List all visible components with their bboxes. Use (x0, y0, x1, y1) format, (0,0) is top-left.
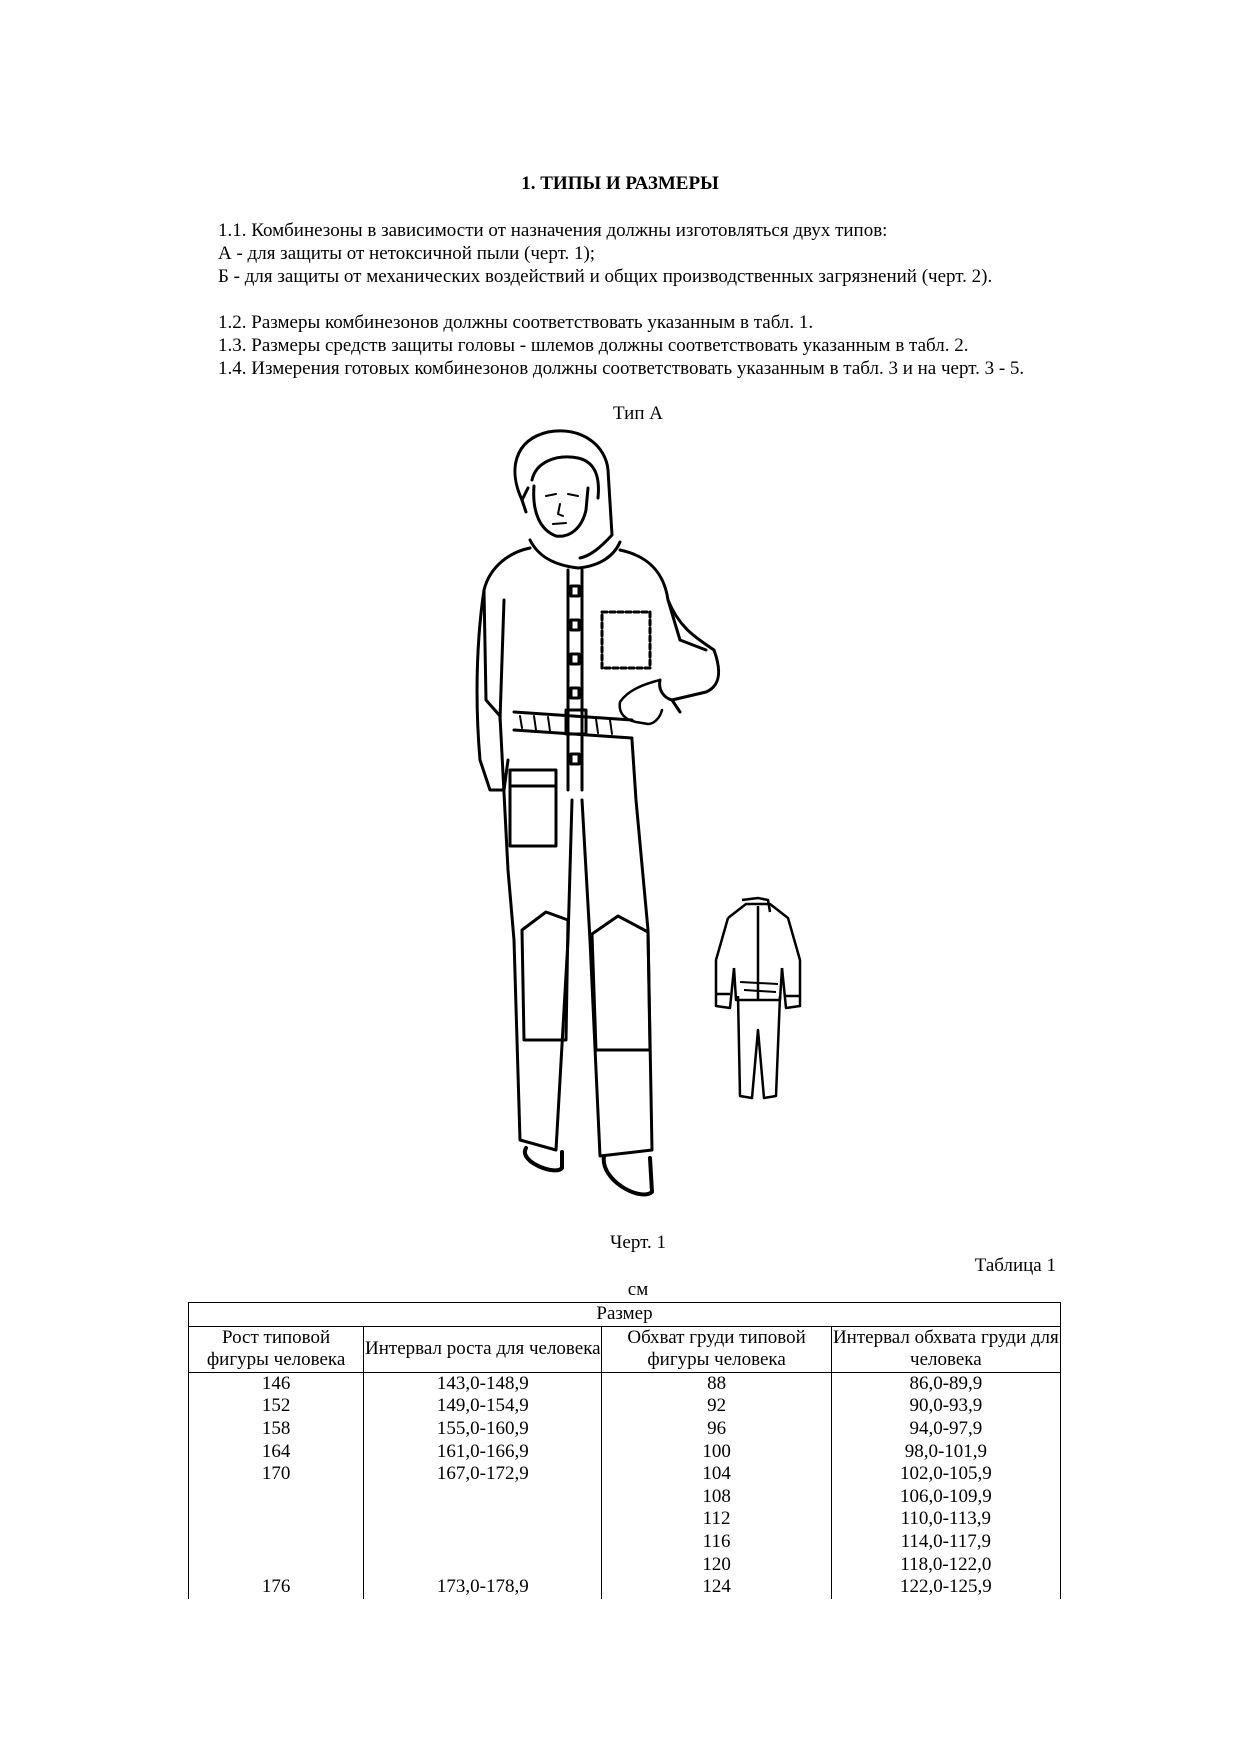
table-cell: 94,0-97,9 (831, 1418, 1060, 1441)
table-cell: 120 (602, 1554, 831, 1577)
table-cell: 164 (189, 1441, 364, 1464)
table-cell: 152 (189, 1395, 364, 1418)
table-cell: 122,0-125,9 (831, 1576, 1060, 1599)
table-cell: 176 (189, 1576, 364, 1599)
table-cell (189, 1554, 364, 1577)
table-cell: 98,0-101,9 (831, 1441, 1060, 1464)
table-cell: 114,0-117,9 (831, 1531, 1060, 1554)
torso-right (620, 550, 680, 640)
button (571, 620, 579, 630)
table-label: Таблица 1 (974, 1255, 1056, 1276)
figure-caption: Черт. 1 (610, 1232, 666, 1253)
table-row (189, 1486, 1061, 1509)
table-row (189, 1576, 1061, 1599)
table-cell: 86,0-89,9 (831, 1372, 1060, 1395)
hip-pocket (510, 770, 556, 846)
table-row (189, 1395, 1061, 1418)
column-header: Интервал роста для человека (364, 1326, 602, 1372)
right-hand (620, 680, 662, 724)
table-cell: 108 (602, 1486, 831, 1509)
paragraph-type-a: А - для защиты от нетоксичной пыли (черт. 1); (218, 243, 596, 264)
collar (530, 540, 620, 568)
table-cell: 143,0-148,9 (364, 1372, 602, 1395)
table-row (189, 1508, 1061, 1531)
table-row (189, 1418, 1061, 1441)
table-cell: 112 (602, 1508, 831, 1531)
table-cell: 88 (602, 1372, 831, 1395)
table-cell (364, 1486, 602, 1509)
paragraph-1-2: 1.2. Размеры комбинезонов должны соответствовать указанным в табл. 1. (218, 312, 814, 333)
table-cell: 167,0-172,9 (364, 1463, 602, 1486)
table-cell: 173,0-178,9 (364, 1576, 602, 1599)
table-row (189, 1463, 1061, 1486)
table-group-header: Размер (189, 1303, 1061, 1327)
table-cell: 100 (602, 1441, 831, 1464)
table-cell: 149,0-154,9 (364, 1395, 602, 1418)
table-cell: 155,0-160,9 (364, 1418, 602, 1441)
column-header: Интервал обхвата груди для человека (831, 1326, 1060, 1372)
knee-patch-right (592, 916, 650, 1050)
button (571, 754, 579, 764)
right-sleeve (660, 600, 719, 700)
table-unit: см (627, 1279, 649, 1300)
torso-left (484, 548, 530, 716)
paragraph-1-4: 1.4. Измерения готовых комбинезонов должны соответствовать указанным в табл. 3 и на черт. 3 - 5. (218, 358, 1025, 379)
table-row (189, 1554, 1061, 1577)
column-header: Рост типовой фигуры человека (189, 1326, 364, 1372)
table-cell (364, 1554, 602, 1577)
table-cell (189, 1531, 364, 1554)
table-cell: 92 (602, 1395, 831, 1418)
paragraph-1-1: 1.1. Комбинезоны в зависимости от назначения должны изготовляться двух типов: (218, 220, 888, 241)
table-cell: 158 (189, 1418, 364, 1441)
figure-title: Тип А (613, 403, 663, 424)
size-table (188, 1302, 1061, 1599)
section-heading: 1. ТИПЫ И РАЗМЕРЫ (521, 173, 719, 194)
table-cell (189, 1508, 364, 1531)
table-cell: 118,0-122,0 (831, 1554, 1060, 1577)
table-cell (189, 1486, 364, 1509)
chest-pocket (602, 612, 650, 668)
table-cell: 170 (189, 1463, 364, 1486)
button (571, 586, 579, 596)
table-row (189, 1372, 1061, 1395)
right-boot (604, 1156, 652, 1194)
paragraph-1-3: 1.3. Размеры средств защиты головы - шлемов должны соответствовать указанным в табл. 2. (218, 335, 969, 356)
table-row (189, 1531, 1061, 1554)
table-cell: 102,0-105,9 (831, 1463, 1060, 1486)
column-header: Обхват груди типовой фигуры человека (602, 1326, 831, 1372)
table-cell: 110,0-113,9 (831, 1508, 1060, 1531)
paragraph-type-b: Б - для защиты от механических воздействий и общих производственных загрязнений (черт. 2). (218, 266, 993, 287)
face (534, 486, 588, 536)
back-view-body (728, 904, 800, 1008)
knee-patch-left (522, 912, 568, 1040)
table-cell: 146 (189, 1372, 364, 1395)
table-cell: 90,0-93,9 (831, 1395, 1060, 1418)
table-cell: 96 (602, 1418, 831, 1441)
button (571, 654, 579, 664)
table-cell (364, 1531, 602, 1554)
table-cell: 106,0-109,9 (831, 1486, 1060, 1509)
table-cell: 124 (602, 1576, 831, 1599)
table-cell: 116 (602, 1531, 831, 1554)
button (571, 688, 579, 698)
table-cell: 161,0-166,9 (364, 1441, 602, 1464)
table-cell: 104 (602, 1463, 831, 1486)
table-row (189, 1441, 1061, 1464)
table-cell (364, 1508, 602, 1531)
